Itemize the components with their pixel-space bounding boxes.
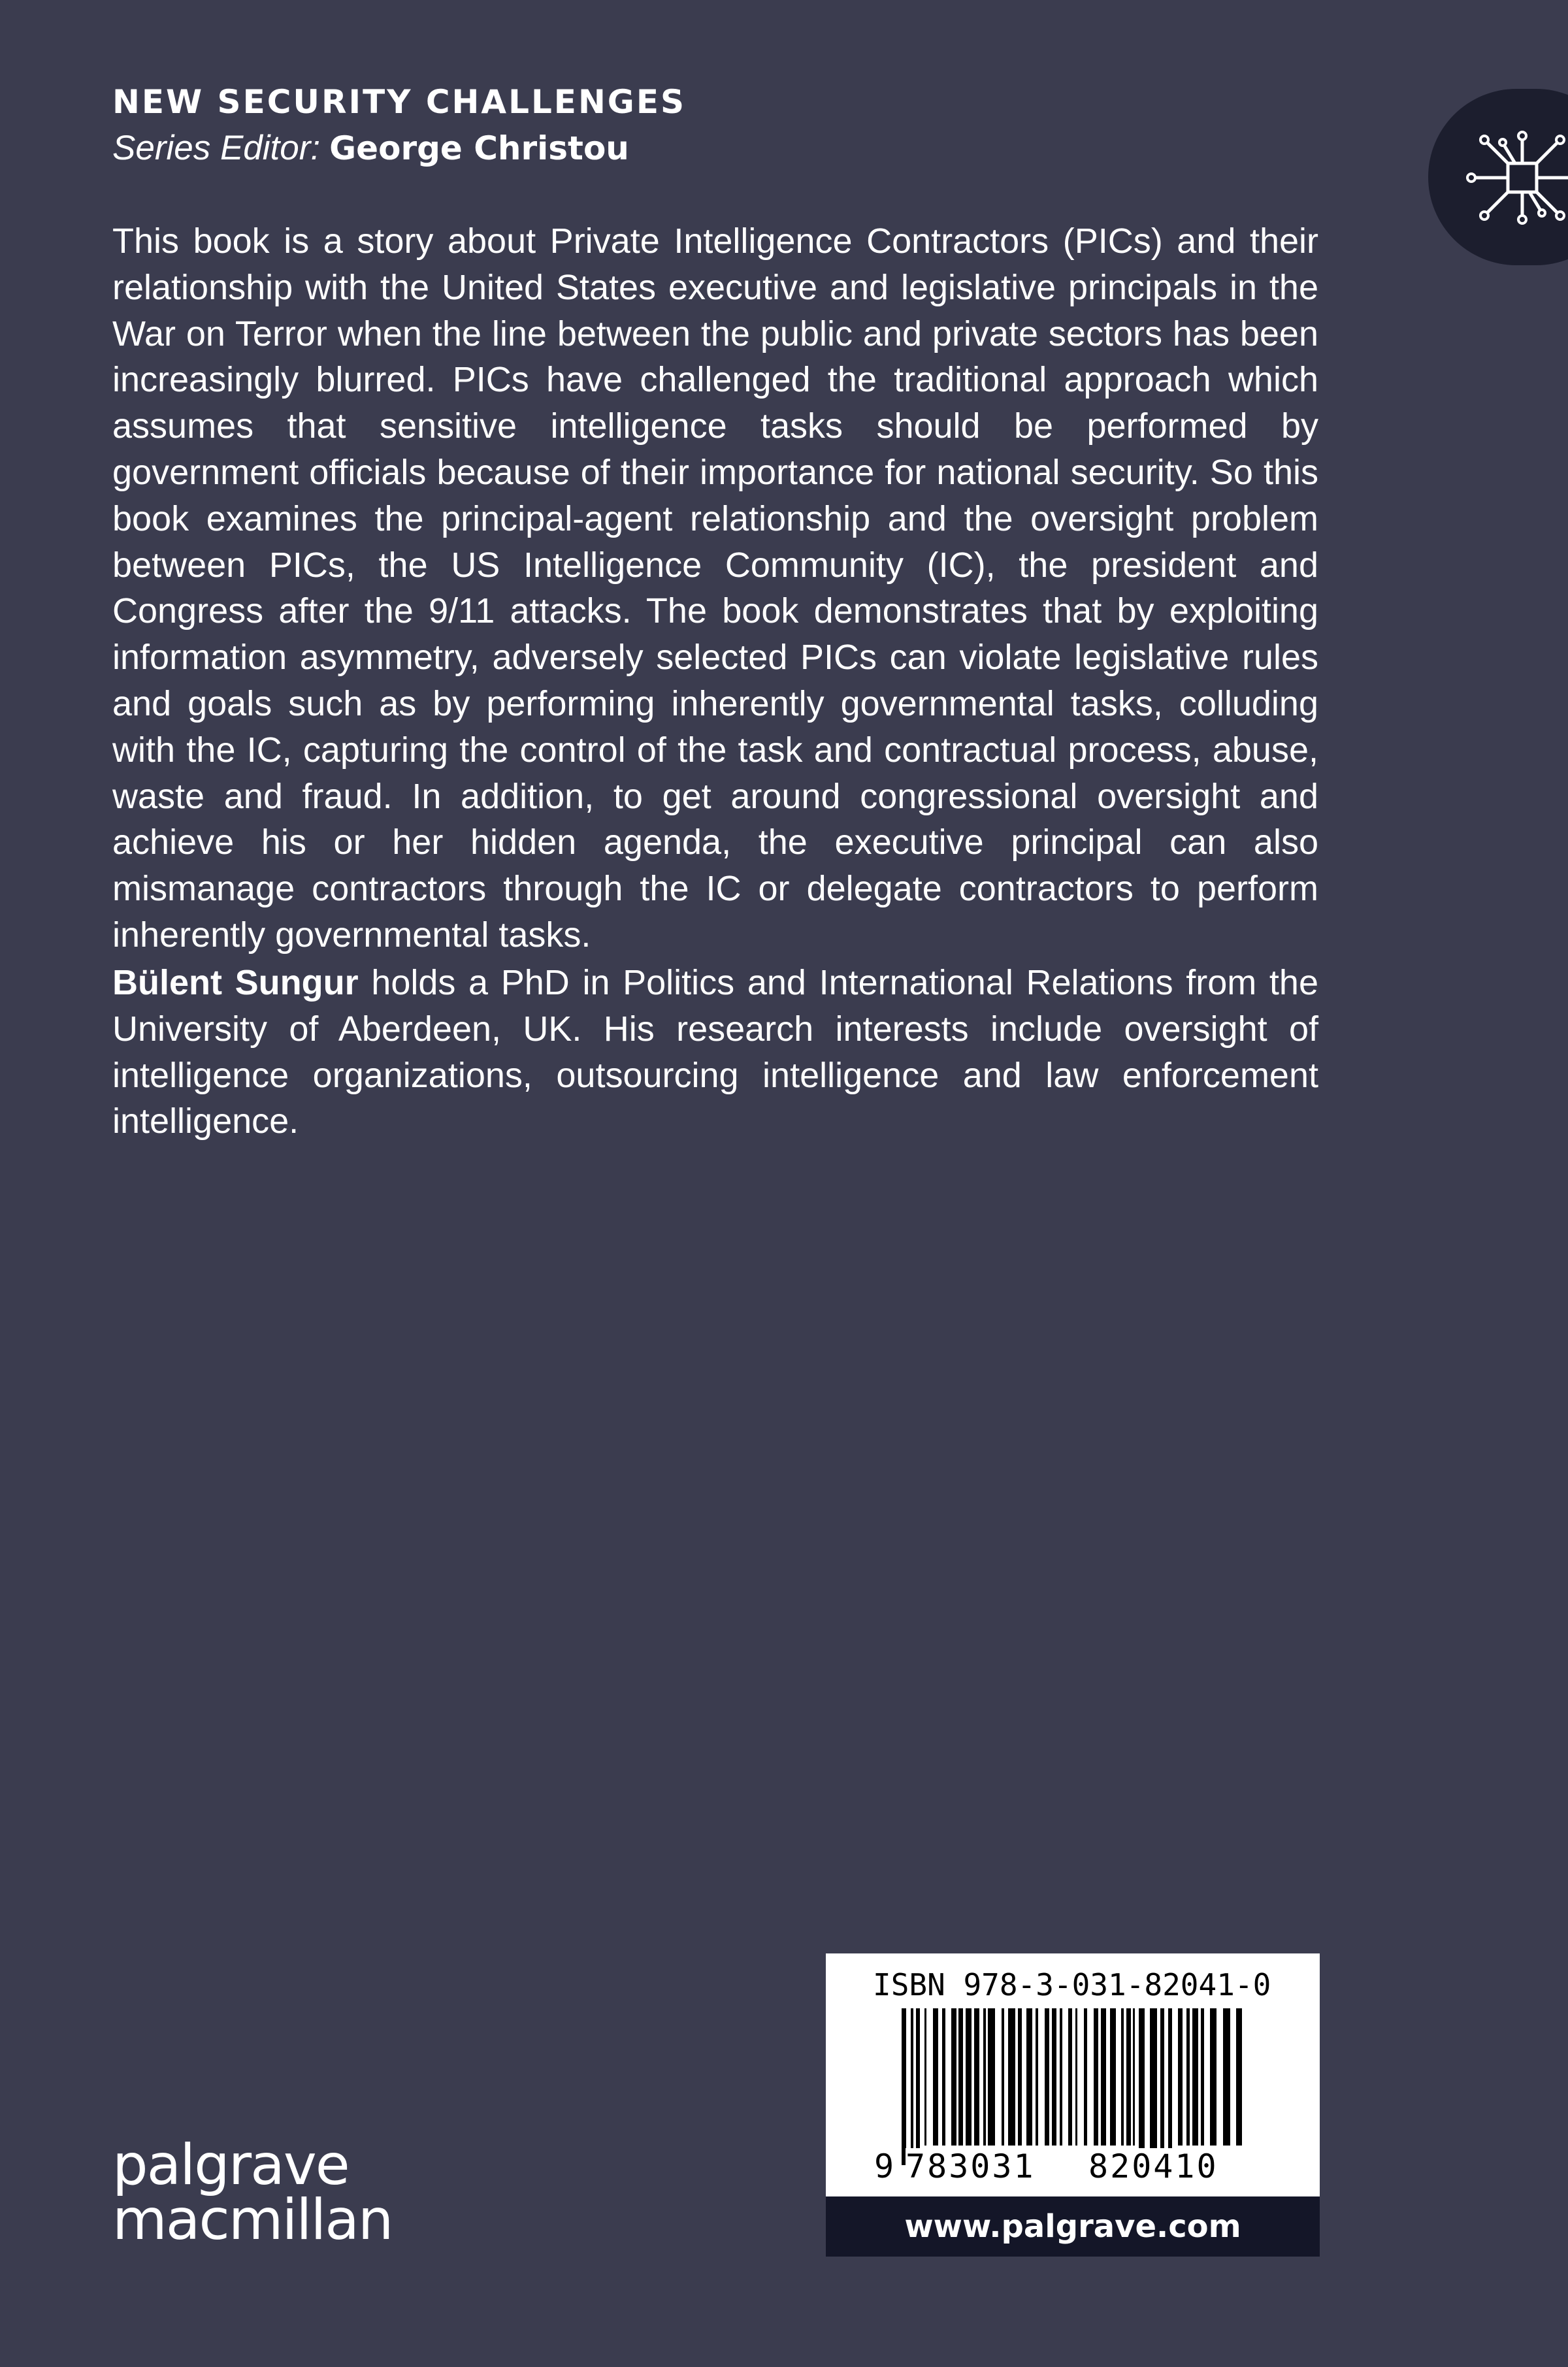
barcode-bar (924, 2008, 926, 2146)
barcode-bar (1168, 2008, 1172, 2165)
barcode-bar (958, 2008, 963, 2146)
barcode-bar (1210, 2008, 1217, 2146)
barcode-bar (988, 2008, 995, 2146)
barcode-bar (1201, 2008, 1204, 2146)
barcode-bar (1178, 2008, 1183, 2146)
publisher-logo (112, 2132, 393, 2253)
isbn-label: ISBN 978-3-031-82041-0 (873, 1967, 1271, 2002)
barcode-bar (1223, 2008, 1230, 2146)
author-bio-text: holds a PhD in Politics and International Relations from the University of Aberdeen, UK. His research interests include oversight of intelligence organizations, outsourcing intelligence and law enforcement intelligence. (112, 963, 1318, 1141)
barcode-bar (951, 2008, 956, 2146)
barcode-bar (1160, 2008, 1164, 2165)
barcode-bar (933, 2008, 938, 2146)
barcode-bar (974, 2008, 979, 2146)
author-bio (112, 960, 1318, 1145)
barcode-bar (1045, 2008, 1049, 2146)
barcode-bar (1236, 2008, 1242, 2146)
barcode-bar (1036, 2008, 1038, 2146)
series-title: NEW SECURITY CHALLENGES (112, 83, 687, 121)
barcode-bar (1008, 2008, 1015, 2146)
barcode-bar (902, 2008, 906, 2165)
barcode-bar (1133, 2008, 1135, 2146)
author-name: Bülent Sungur (112, 963, 359, 1002)
barcode-bar (1026, 2008, 1032, 2146)
barcode-bar (1060, 2008, 1062, 2146)
barcode-bar (966, 2008, 972, 2146)
barcode-bar (1094, 2008, 1098, 2146)
series-logo-badge (1428, 89, 1568, 265)
barcode-bar (1121, 2008, 1124, 2146)
barcode-bar (1101, 2008, 1106, 2146)
barcode-bar (983, 2008, 986, 2146)
series-editor (112, 127, 629, 170)
barcode-bar (1068, 2008, 1072, 2146)
barcode-bar (1139, 2008, 1145, 2165)
barcode-bar (1075, 2008, 1077, 2146)
barcode-bar (1192, 2008, 1198, 2146)
barcode-bar (1126, 2008, 1131, 2146)
barcode-bar (1052, 2008, 1056, 2146)
barcode-bar (1150, 2008, 1157, 2165)
barcode-bar (1110, 2008, 1116, 2146)
barcode-bar (911, 2008, 913, 2165)
publisher-logo-line2: macmillan (112, 2187, 393, 2253)
barcode-digits (826, 2148, 1320, 2187)
barcode-digits-right: 820410 (1088, 2147, 1218, 2185)
barcode-digits-left: 783031 (906, 2147, 1036, 2185)
circuit-node-icon (1457, 125, 1568, 230)
barcode-image (826, 2008, 1320, 2165)
barcode-bar (1084, 2008, 1087, 2146)
publisher-website: www.palgrave.com (826, 2196, 1320, 2257)
barcode-bar (1018, 2008, 1022, 2146)
publisher-logo-line1: palgrave (112, 2132, 349, 2198)
barcode-box (826, 1953, 1320, 2196)
barcode-bar (1002, 2008, 1004, 2146)
barcode-bar (916, 2008, 920, 2165)
series-editor-label: Series Editor: (112, 129, 321, 167)
series-editor-name: George Christou (329, 129, 629, 167)
book-description: This book is a story about Private Intelligence Contractors (PICs) and their relationship with the United States executive and legislative principals in the War on Terror when the line between the public and private sectors has been increasingly blurred. PICs have challenged the traditional approach which assumes that sensitive intelligence tasks should be performed by government officials because of their importance for national security. So this book examines the principal-agent relationship and the oversight problem between PICs, the US Intelligence Community (IC), the president and Congress after the 9/11 attacks. The book demonstrates that by exploiting information asymmetry, adversely selected PICs can violate legislative rules and goals such as by performing inherently governmental tasks, colluding with the IC, capturing the control of the task and contractual process, abuse, waste and fraud. In addition, to get around congressional oversight and achieve his or her hidden agenda, the executive principal can also mismanage contractors through the IC or delegate contractors to perform inherently governmental tasks. (112, 221, 1318, 955)
barcode-digit-first: 9 (874, 2147, 896, 2185)
barcode-bar (1186, 2008, 1190, 2146)
barcode-bar (942, 2008, 945, 2146)
